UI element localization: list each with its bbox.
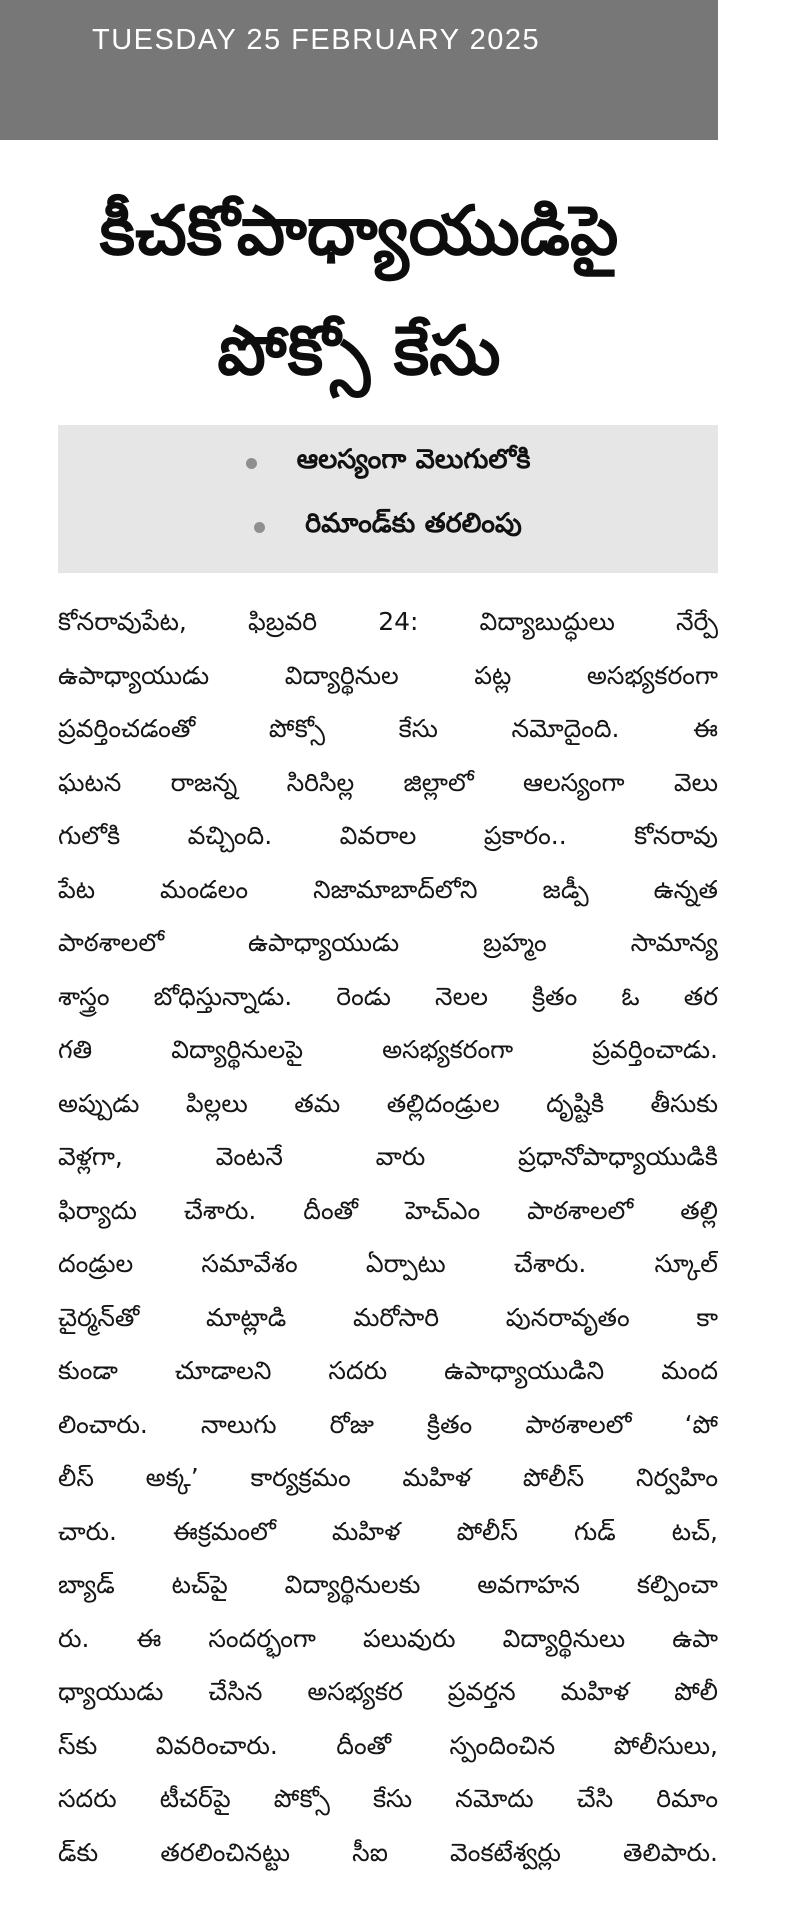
article-line-text: చారు. ఈక్రమంలో మహిళ పోలీస్ గుడ్ టచ్, bbox=[58, 1516, 718, 1546]
article-line-text: ఫిర్యాదు చేశారు. దీంతో హెచ్‌ఎం పాఠశాలలో తల్లి bbox=[58, 1195, 718, 1225]
article-line-text: వెళ్లగా, వెంటనే వారు ప్రధానోపాధ్యాయుడికి bbox=[58, 1142, 718, 1171]
subheadline-item bbox=[58, 433, 718, 493]
article-line-text: స్‌కు వివరించారు. దీంతో స్పందించిన పోలీసులు, bbox=[58, 1730, 718, 1760]
publication-date: TUESDAY 25 FEBRUARY 2025 bbox=[92, 24, 541, 56]
article-line bbox=[58, 1451, 718, 1505]
subheadline-box bbox=[58, 425, 718, 573]
subheadline-text: ఆలస్యంగా వెలుగులోకి bbox=[296, 444, 531, 475]
headline-line-1: కీచకోపాధ్యాయుడిపై bbox=[99, 192, 619, 271]
article-line bbox=[58, 595, 718, 649]
article-line-text: లీస్ అక్క’ కార్యక్రమం మహిళ పోలీస్ నిర్వహిం bbox=[58, 1463, 718, 1492]
article-line bbox=[58, 1558, 718, 1612]
article-line bbox=[58, 1826, 718, 1880]
article-line-text: శాస్త్రం బోధిస్తున్నాడు. రెండు నెలల క్రితం ఓ తర bbox=[58, 981, 718, 1011]
article-line bbox=[58, 1130, 718, 1184]
headline-line-2: పోక్సో కేసు bbox=[217, 312, 501, 391]
article-line-text: చైర్మన్‌తో మాట్లాడి మరోసారి పునరావృతం కా bbox=[58, 1302, 718, 1332]
article-line-text: గతి విద్యార్థినులపై అసభ్యకరంగా ప్రవర్తించాడు. bbox=[58, 1035, 718, 1064]
article-line-text: లించారు. నాలుగు రోజు క్రితం పాఠశాలలో ‘పో bbox=[58, 1409, 718, 1439]
article-line bbox=[58, 1344, 718, 1398]
article-line bbox=[58, 1023, 718, 1077]
article-line-text: ఉపాధ్యాయుడు విద్యార్థినుల పట్ల అసభ్యకరంగా bbox=[58, 660, 718, 690]
article-line bbox=[58, 1398, 718, 1452]
subheadline-text: రిమాండ్‌కు తరలింపు bbox=[305, 508, 522, 539]
article-line-text: ప్రవర్తించడంతో పోక్సో కేసు నమోదైంది. ఈ bbox=[58, 714, 718, 743]
article-line bbox=[58, 649, 718, 703]
article-line-text: ఘటన రాజన్న సిరిసిల్ల జిల్లాలో ఆలస్యంగా వెలు bbox=[58, 767, 718, 797]
article-line-text: బ్యాడ్ టచ్‌పై విద్యార్థినులకు అవగాహన కల్పించా bbox=[58, 1570, 718, 1599]
article-line bbox=[58, 1719, 718, 1773]
bullet-icon bbox=[246, 458, 257, 469]
article-line bbox=[58, 1237, 718, 1291]
bullet-icon bbox=[254, 522, 265, 533]
article-line-text: దండ్రుల సమావేశం ఏర్పాటు చేశారు. స్కూల్ bbox=[58, 1249, 718, 1278]
article-line bbox=[58, 916, 718, 970]
article-line-text: రు. ఈ సందర్భంగా పలువురు విద్యార్థినులు ఉపా bbox=[58, 1623, 718, 1653]
subheadline-item bbox=[58, 497, 718, 557]
article-line bbox=[58, 1772, 718, 1826]
article-line bbox=[58, 1077, 718, 1131]
article-line-text: అప్పుడు పిల్లలు తమ తల్లిదండ్రుల దృష్టికి తీసుకు bbox=[58, 1088, 718, 1118]
article-line-text: కోనరావుపేట, ఫిబ్రవరి 24: విద్యాబుద్ధులు నేర్పే bbox=[58, 607, 718, 636]
article-line-text: సదరు టీచర్‌పై పోక్సో కేసు నమోదు చేసి రిమాం bbox=[58, 1784, 718, 1813]
article-line bbox=[58, 702, 718, 756]
article-line bbox=[58, 970, 718, 1024]
article-line bbox=[58, 863, 718, 917]
article-line bbox=[58, 1665, 718, 1719]
article-line-text: కుండా చూడాలని సదరు ఉపాధ్యాయుడిని మంద bbox=[58, 1356, 718, 1385]
article-line-text: గులోకి వచ్చింది. వివరాల ప్రకారం.. కోనరావు bbox=[58, 821, 718, 850]
masthead-band bbox=[0, 0, 718, 140]
article-line bbox=[58, 1612, 718, 1666]
article-line bbox=[58, 1505, 718, 1559]
article-line bbox=[58, 1184, 718, 1238]
article-line bbox=[58, 756, 718, 810]
article-line-text: పాఠశాలలో ఉపాధ్యాయుడు బ్రహ్మం సామాన్య bbox=[58, 928, 718, 957]
article-line bbox=[58, 809, 718, 863]
article-line-text: పేట మండలం నిజామాబాద్‌లోని జడ్పీ ఉన్నత bbox=[58, 874, 718, 904]
article-line-text: ధ్యాయుడు చేసిన అసభ్యకర ప్రవర్తన మహిళ పోలీ bbox=[58, 1677, 718, 1706]
article-line-text: డ్‌కు తరలించినట్టు సీఐ వెంకటేశ్వర్లు తెలిపారు. bbox=[58, 1837, 718, 1867]
article-body bbox=[58, 595, 718, 1879]
article-line bbox=[58, 1291, 718, 1345]
